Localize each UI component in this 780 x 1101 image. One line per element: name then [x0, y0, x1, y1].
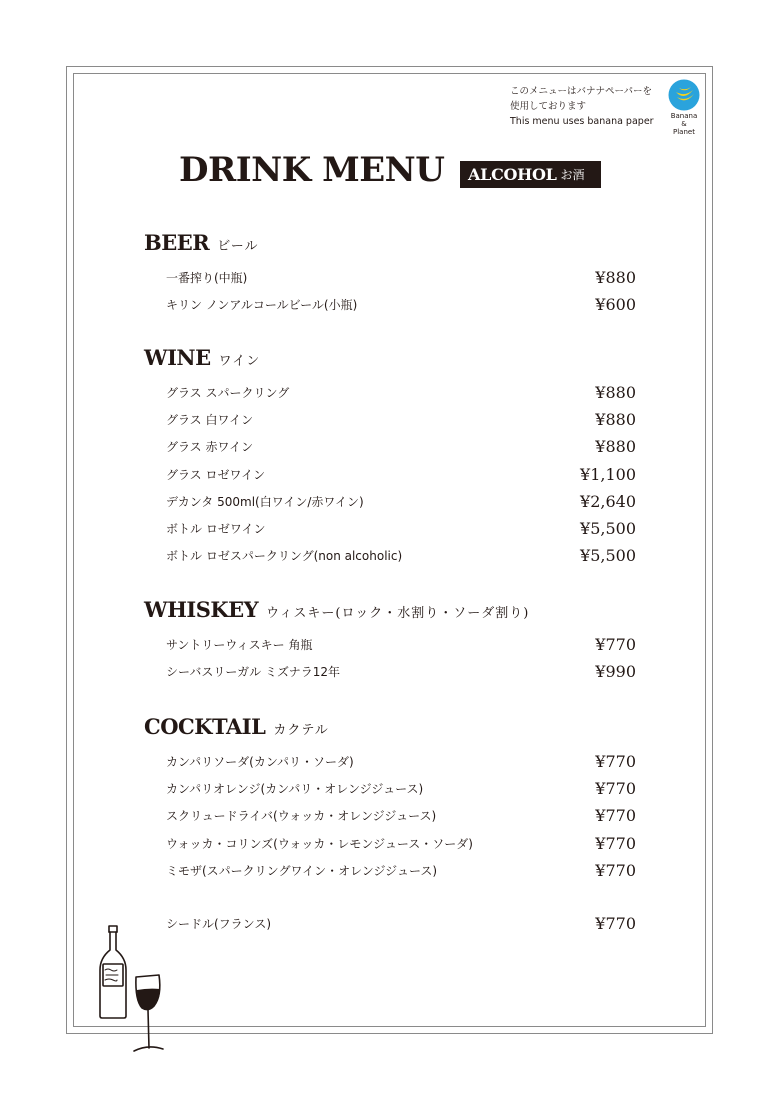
- menu-item: [144, 802, 644, 829]
- item-price: ¥880: [595, 410, 636, 430]
- item-list: [144, 264, 644, 318]
- item-list: [144, 379, 644, 569]
- item-price: ¥770: [595, 833, 636, 853]
- item-price: ¥770: [595, 860, 636, 880]
- section-title-en: WINE: [144, 345, 211, 370]
- item-name: サントリーウィスキー 角瓶: [166, 638, 313, 653]
- logo-text-line-2: &: [681, 120, 687, 128]
- menu-item: [144, 857, 644, 884]
- menu-item: [144, 775, 644, 802]
- menu-item: [144, 542, 644, 569]
- item-name: デカンタ 500ml(白ワイン/赤ワイン): [166, 494, 364, 509]
- section-heading: [144, 714, 644, 744]
- item-price: ¥770: [595, 779, 636, 799]
- item-price: ¥880: [595, 268, 636, 288]
- wine-bottle-and-glass-illustration: [92, 920, 172, 1060]
- item-name: ウォッカ・コリンズ(ウォッカ・レモンジュース・ソーダ): [166, 836, 473, 851]
- section-cocktail: [144, 714, 644, 884]
- section-title-jp: ワイン: [218, 354, 261, 369]
- logo-text-line-3: Planet: [673, 128, 695, 136]
- item-price: ¥770: [595, 806, 636, 826]
- section-heading: [144, 230, 644, 260]
- banana-planet-icon: [668, 79, 700, 111]
- menu-item: [144, 658, 644, 685]
- item-name: カンパリソーダ(カンパリ・ソーダ): [166, 755, 354, 770]
- section-title-jp: ビール: [217, 239, 259, 254]
- wine-bottle-icon: [100, 926, 126, 1018]
- item-name: ボトル ロゼスパークリング(non alcoholic): [166, 549, 403, 564]
- item-name: ボトル ロゼワイン: [166, 522, 266, 537]
- menu-item: [144, 291, 644, 318]
- item-price: ¥880: [595, 383, 636, 403]
- item-name: カンパリオレンジ(カンパリ・オレンジジュース): [166, 782, 424, 797]
- section-whiskey: [144, 597, 644, 685]
- banana-paper-notice: [510, 84, 670, 129]
- item-name: シードル(フランス): [166, 917, 272, 932]
- menu-item: [144, 515, 644, 542]
- section-wine: [144, 345, 644, 569]
- item-price: ¥5,500: [580, 519, 636, 539]
- section-title-jp: ウィスキー(ロック・水割り・ソーダ割り): [266, 606, 530, 621]
- section-title-jp: カクテル: [273, 723, 329, 738]
- menu-item: [144, 461, 644, 488]
- item-name: シーバスリーガル ミズナラ12年: [166, 665, 341, 680]
- section-title-en: COCKTAIL: [144, 714, 266, 739]
- section-beer: [144, 230, 644, 318]
- section-heading: [144, 597, 644, 627]
- menu-item: [144, 748, 644, 775]
- menu-item: [144, 488, 644, 515]
- menu-item: [144, 406, 644, 433]
- item-price: ¥770: [595, 635, 636, 655]
- menu-item: [144, 631, 644, 658]
- section-cider: [144, 910, 644, 937]
- item-price: ¥2,640: [580, 491, 636, 511]
- item-name: グラス 赤ワイン: [166, 440, 254, 455]
- item-name: 一番搾り(中瓶): [166, 271, 248, 286]
- item-name: グラス 白ワイン: [166, 413, 254, 428]
- notice-line-3: This menu uses banana paper: [510, 116, 654, 127]
- item-price: ¥880: [595, 437, 636, 457]
- item-name: スクリュードライバ(ウォッカ・オレンジジュース): [166, 809, 437, 824]
- menu-item: [144, 433, 644, 460]
- badge-label-en: ALCOHOL: [468, 165, 557, 184]
- item-price: ¥990: [595, 662, 636, 682]
- item-name: グラス スパークリング: [166, 386, 290, 401]
- alcohol-badge: [460, 161, 601, 188]
- logo-text-line-1: Banana: [670, 112, 698, 120]
- banana-planet-logo: [664, 79, 704, 136]
- item-name: ミモザ(スパークリングワイン・オレンジジュース): [166, 863, 438, 878]
- item-name: キリン ノンアルコールビール(小瓶): [166, 298, 358, 313]
- notice-line-2: 使用しております: [510, 101, 587, 112]
- section-heading: [144, 345, 644, 375]
- section-title-en: BEER: [144, 230, 210, 255]
- item-list: [144, 748, 644, 884]
- menu-item: [144, 910, 644, 937]
- menu-item: [144, 264, 644, 291]
- menu-item: [144, 379, 644, 406]
- badge-label-jp: お酒: [560, 168, 585, 182]
- menu-title: DRINK MENU: [179, 150, 445, 190]
- item-price: ¥770: [595, 914, 636, 934]
- item-price: ¥1,100: [580, 464, 636, 484]
- item-price: ¥770: [595, 752, 636, 772]
- item-price: ¥600: [595, 295, 636, 315]
- notice-line-1: このメニューはバナナペーパーを: [510, 86, 653, 97]
- item-price: ¥5,500: [580, 546, 636, 566]
- item-list: [144, 631, 644, 685]
- section-title-en: WHISKEY: [144, 597, 259, 622]
- item-name: グラス ロゼワイン: [166, 467, 266, 482]
- menu-item: [144, 830, 644, 857]
